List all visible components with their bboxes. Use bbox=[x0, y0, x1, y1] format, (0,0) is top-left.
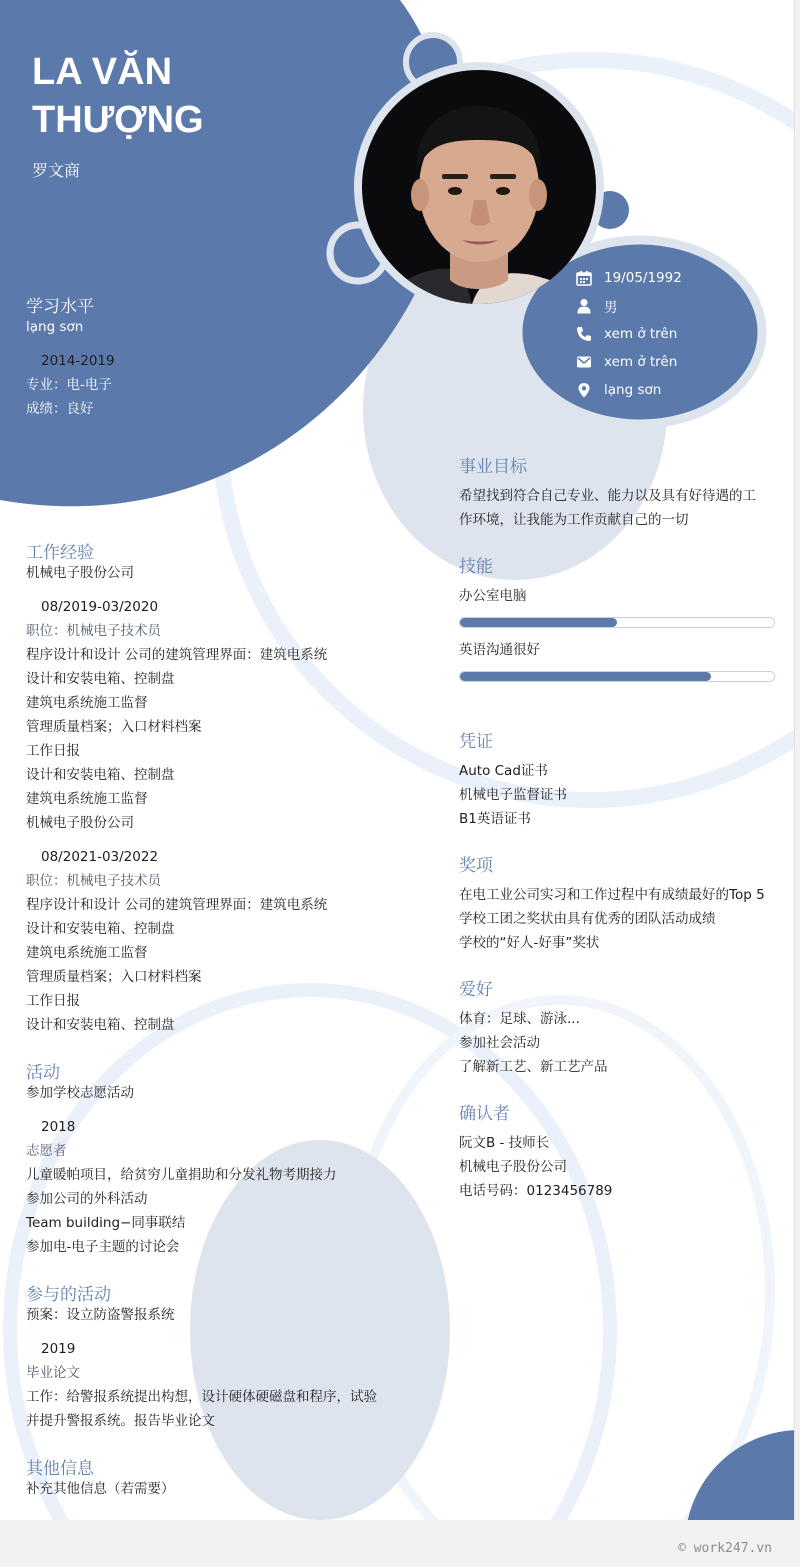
projects-line: 并提升警报系统。报告毕业论文 bbox=[26, 1413, 215, 1429]
certificates-heading: 凭证 bbox=[459, 732, 493, 752]
projects-line: 工作：给警报系统提出构想，设计硬体硬磁盘和程序，试验 bbox=[26, 1389, 377, 1405]
projects-year: 2019 bbox=[41, 1341, 76, 1357]
work-2-line: 工作日报 bbox=[26, 993, 80, 1009]
work-1-line: 建筑电系统施工监督 bbox=[26, 791, 148, 807]
reference-line: 阮文B - 技师长 bbox=[459, 1135, 550, 1151]
certificate-item: 机械电子监督证书 bbox=[459, 787, 567, 803]
user-icon bbox=[576, 298, 592, 314]
work-1-position: 职位：机械电子技术员 bbox=[26, 623, 161, 639]
other-text: 补充其他信息（若需要） bbox=[26, 1481, 175, 1497]
skill-name: 英语沟通很好 bbox=[459, 642, 540, 658]
education-school: lạng sơn bbox=[26, 319, 84, 335]
work-1-line: 建筑电系统施工监督 bbox=[26, 695, 148, 711]
work-1-period: 08/2019-03/2020 bbox=[41, 599, 159, 615]
work-2-line: 管理质量档案；入口材料档案 bbox=[26, 969, 202, 985]
award-line: 在电工业公司实习和工作过程中有成绩最好的Top 5 bbox=[459, 887, 765, 903]
objective-heading: 事业目标 bbox=[459, 457, 527, 477]
work-1-line: 工作日报 bbox=[26, 743, 80, 759]
projects-role: 毕业论文 bbox=[26, 1365, 80, 1381]
phone-row bbox=[576, 322, 677, 346]
address-row bbox=[576, 378, 661, 402]
birthday-value: 19/05/1992 bbox=[604, 270, 682, 286]
name-line-2: THƯỢNG bbox=[32, 99, 204, 141]
activities-line: 儿童暖帕项目，给贫穷儿童捐助和分发礼物考期接力 bbox=[26, 1167, 337, 1183]
gender-value: 男 bbox=[604, 300, 618, 316]
education-period: 2014-2019 bbox=[41, 353, 115, 369]
projects-name: 预案：设立防盗警报系统 bbox=[26, 1307, 175, 1323]
certificate-item: Auto Cad证书 bbox=[459, 763, 548, 779]
activities-year: 2018 bbox=[41, 1119, 76, 1135]
work-2-line: 设计和安装电箱、控制盘 bbox=[26, 1017, 175, 1033]
work-2-position: 职位：机械电子技术员 bbox=[26, 873, 161, 889]
skill-bar bbox=[459, 671, 775, 682]
activities-line: 参加公司的外科活动 bbox=[26, 1191, 148, 1207]
projects-heading: 参与的活动 bbox=[26, 1285, 111, 1305]
work-2-line: 设计和安装电箱、控制盘 bbox=[26, 921, 175, 937]
award-line: 学校工团之奖状由具有优秀的团队活动成绩 bbox=[459, 911, 716, 927]
work-2-period: 08/2021-03/2022 bbox=[41, 849, 159, 865]
objective-line: 作环境，让我能为工作贡献自己的一切 bbox=[459, 512, 689, 528]
education-heading: 学习水平 bbox=[26, 297, 94, 317]
hobby-item: 体育：足球、游泳... bbox=[459, 1011, 580, 1027]
email-value: xem ở trên bbox=[604, 354, 678, 370]
skill-name: 办公室电脑 bbox=[459, 588, 527, 604]
watermark: © work247.vn bbox=[678, 1541, 772, 1556]
profile-photo bbox=[362, 70, 596, 304]
calendar-icon bbox=[576, 270, 592, 286]
work-1-line: 管理质量档案；入口材料档案 bbox=[26, 719, 202, 735]
activities-role: 志愿者 bbox=[26, 1143, 67, 1159]
skill-bar bbox=[459, 617, 775, 628]
gender-row bbox=[576, 294, 618, 318]
skill-bar-fill bbox=[460, 618, 617, 627]
reference-heading: 确认者 bbox=[459, 1104, 510, 1124]
work-1-line: 设计和安装电箱、控制盘 bbox=[26, 671, 175, 687]
activities-heading: 活动 bbox=[26, 1063, 60, 1083]
awards-heading: 奖项 bbox=[459, 856, 493, 876]
work-1-line: 设计和安装电箱、控制盘 bbox=[26, 767, 175, 783]
award-line: 学校的“好人-好事”奖状 bbox=[459, 935, 600, 951]
envelope-icon bbox=[576, 354, 592, 370]
birthday-row bbox=[576, 266, 682, 290]
work-2-line: 程序设计和设计 公司的建筑管理界面：建筑电系统 bbox=[26, 897, 328, 913]
certificate-item: B1英语证书 bbox=[459, 811, 531, 827]
education-grade: 成绩：良好 bbox=[26, 401, 94, 417]
hobby-item: 参加社会活动 bbox=[459, 1035, 540, 1051]
skills-heading: 技能 bbox=[459, 557, 493, 577]
other-heading: 其他信息 bbox=[26, 1459, 94, 1479]
phone-icon bbox=[576, 326, 592, 342]
education-major: 专业：电-电子 bbox=[26, 377, 112, 393]
phone-value: xem ở trên bbox=[604, 326, 678, 342]
map-pin-icon bbox=[576, 382, 592, 398]
reference-line: 电话号码：0123456789 bbox=[459, 1183, 613, 1199]
full-name bbox=[32, 48, 372, 144]
skill-bar-fill bbox=[460, 672, 711, 681]
objective-line: 希望找到符合自己专业、能力以及具有好待遇的工 bbox=[459, 488, 756, 504]
work-2-line: 建筑电系统施工监督 bbox=[26, 945, 148, 961]
work-heading: 工作经验 bbox=[26, 543, 94, 563]
address-value: lạng sơn bbox=[604, 382, 662, 398]
work-1-line: 程序设计和设计 公司的建筑管理界面：建筑电系统 bbox=[26, 647, 328, 663]
activities-line: Team building−同事联结 bbox=[26, 1215, 186, 1231]
chinese-name: 罗文商 bbox=[32, 161, 81, 180]
activities-org: 参加学校志愿活动 bbox=[26, 1085, 134, 1101]
hobbies-heading: 爱好 bbox=[459, 980, 493, 1000]
activities-line: 参加电-电子主题的讨论会 bbox=[26, 1239, 180, 1255]
reference-line: 机械电子股份公司 bbox=[459, 1159, 567, 1175]
email-row bbox=[576, 350, 677, 374]
hobby-item: 了解新工艺、新工艺产品 bbox=[459, 1059, 608, 1075]
work-1-company: 机械电子股份公司 bbox=[26, 565, 134, 581]
name-line-1: LA VĂN bbox=[32, 51, 173, 93]
work-2-company: 机械电子股份公司 bbox=[26, 815, 134, 831]
